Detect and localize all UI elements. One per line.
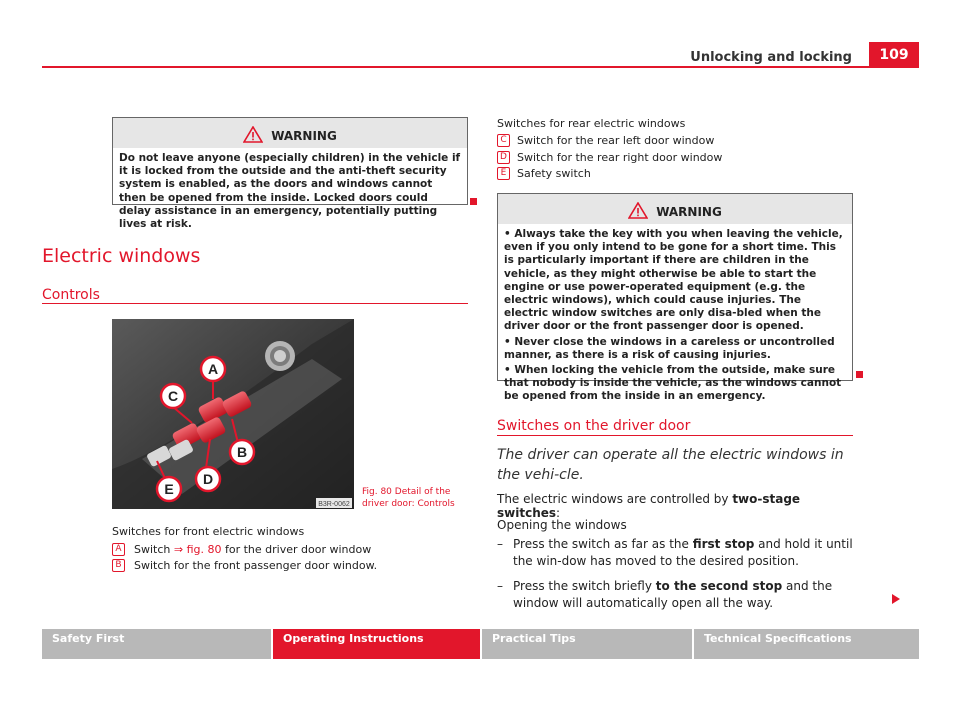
driver-door-rule <box>497 435 853 436</box>
warning-title: WARNING <box>656 205 722 219</box>
svg-text:C: C <box>167 388 179 404</box>
list-item: D Switch for the rear right door window <box>497 151 827 165</box>
driver-door-heading: Switches on the driver door <box>497 418 691 434</box>
warning-title: WARNING <box>271 129 337 143</box>
warning-header <box>498 194 852 224</box>
warning-triangle-icon <box>243 126 263 143</box>
key-label-e: E <box>497 167 510 180</box>
svg-text:D: D <box>202 471 214 487</box>
svg-text:B: B <box>236 444 248 460</box>
svg-text:A: A <box>207 361 219 377</box>
page-number: 109 <box>869 42 919 68</box>
svg-text:E: E <box>164 481 174 497</box>
key-label-b: B <box>112 559 125 572</box>
mirror-adjuster <box>265 341 295 371</box>
warning-bullet: • When locking the vehicle from the outside, make sure that nobody is inside the vehicle, as the windows cannot be opened from the inside in an emergency. <box>504 364 842 403</box>
warning-text: Do not leave anyone (especially children) in the vehicle if it is locked from the outside and the anti-theft security system is enabled, as the doors and windows cannot then be opened from the inside. Locked doors could delay assistance in an emergency, potentially putting lives at risk. <box>119 152 461 231</box>
list-item: E Safety switch <box>497 167 827 181</box>
list-item: – Press the switch as far as the first stop and hold it until the win-dow has moved to the desired position. <box>497 537 853 568</box>
figure-caption: Fig. 80 Detail of the driver door: Controls <box>362 487 455 509</box>
warning-header <box>113 118 467 148</box>
figure-label-d <box>196 467 220 491</box>
footer-tab-safety-first[interactable]: Safety First <box>42 629 271 659</box>
section-subtitle: Controls <box>42 287 100 303</box>
end-marker <box>856 371 863 378</box>
lead-paragraph: The driver can operate all the electric windows in the vehi-cle. <box>497 447 844 483</box>
intro-paragraph: The electric windows are controlled by two-stage switches: <box>497 492 801 520</box>
footer-tab-operating-instructions[interactable]: Operating Instructions <box>273 629 480 659</box>
figure-reference-link[interactable]: ⇒ fig. 80 <box>173 543 222 556</box>
list-item: – Press the switch briefly to the second stop and the window will automatically open all the way. <box>497 579 833 610</box>
front-switches-title: Switches for front electric windows <box>112 525 305 538</box>
warning-box-right <box>497 193 853 403</box>
list-item: C Switch for the rear left door window <box>497 134 827 148</box>
warning-bullet: • Never close the windows in a careless or uncontrolled manner, as there is a risk of causing injuries. <box>504 335 835 361</box>
continue-arrow-icon <box>892 594 900 604</box>
warning-box-left <box>112 117 468 231</box>
running-header-title: Unlocking and locking <box>690 50 852 65</box>
figure-label-e <box>157 477 181 501</box>
subtitle-rule <box>42 303 468 304</box>
rear-switches-title: Switches for rear electric windows <box>497 117 686 130</box>
end-marker <box>470 198 477 205</box>
door-controls-figure <box>112 319 354 509</box>
figure-label-a <box>201 357 225 381</box>
warning-bullet: • Always take the key with you when leaving the vehicle, even if you only intend to be gone for a short time. This is particularly important if there are children in the vehicle, as they might otherwise be able to start the engine or use power-operated equipment (e.g. the electric windows), which could cause injuries. The electric window switches are only disa-bled when the driver door or the front passenger door is opened. <box>504 228 843 333</box>
list-item: A Switch ⇒ fig. 80 for the driver door window <box>112 543 412 557</box>
footer-tab-practical-tips[interactable]: Practical Tips <box>482 629 692 659</box>
key-label-c: C <box>497 134 510 147</box>
key-label-a: A <box>112 543 125 556</box>
section-title: Electric windows <box>42 245 201 267</box>
opening-title: Opening the windows <box>497 518 627 532</box>
figure-label-c <box>161 384 185 408</box>
header-rule <box>42 66 869 68</box>
figure-code: B3R-0062 <box>318 501 350 508</box>
figure-label-b <box>230 440 254 464</box>
key-label-d: D <box>497 151 510 164</box>
warning-triangle-icon <box>628 202 648 219</box>
footer-tab-technical-specifications[interactable]: Technical Specifications <box>694 629 919 659</box>
list-item: B Switch for the front passenger door window. <box>112 559 412 573</box>
